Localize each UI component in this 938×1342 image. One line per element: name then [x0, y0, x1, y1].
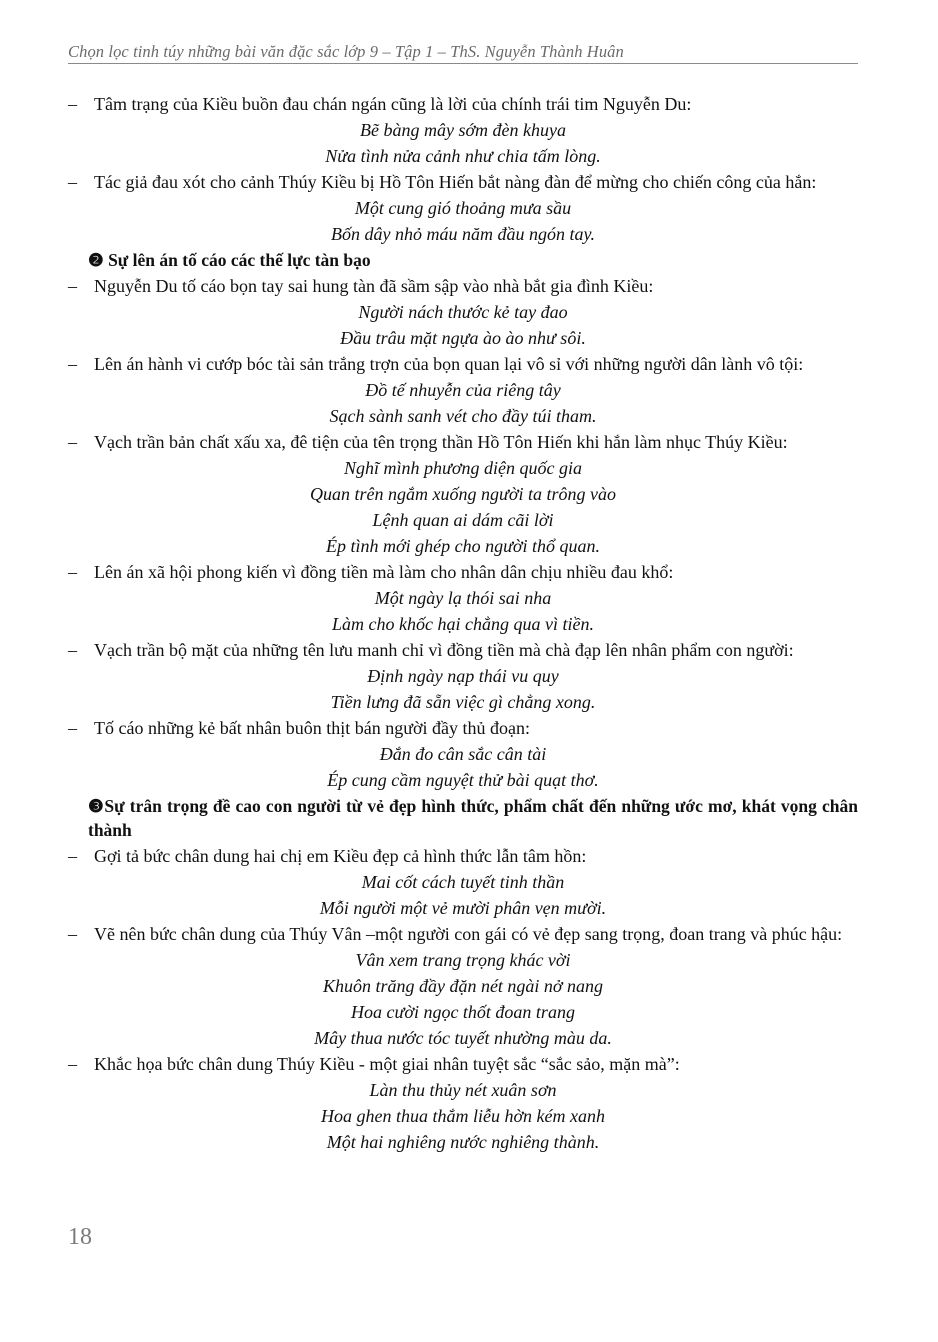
verse-line: Vân xem trang trọng khác vời: [355, 950, 571, 970]
bullet-item-text: Vẽ nên bức chân dung của Thúy Vân –một người con gái có vẻ đẹp sang trọng, đoan trang và phúc hậu:: [94, 924, 843, 944]
dash-marker: –: [68, 432, 77, 452]
document-body: [68, 91, 858, 1155]
bullet-item-text: Lên án xã hội phong kiến vì đồng tiền mà làm cho nhân dân chịu nhiều đau khổ:: [94, 562, 674, 582]
bullet-item-text: Lên án hành vi cướp bóc tài sản trắng trợn của bọn quan lại vô sỉ với những người dân lành vô tội:: [94, 354, 804, 374]
verse-line: Mỗi người một vẻ mười phân vẹn mười.: [319, 898, 607, 918]
verse-line: Khuôn trăng đầy đặn nét ngài nở nang: [322, 976, 604, 996]
dash-marker: –: [68, 354, 77, 374]
verse-line: Làn thu thủy nét xuân sơn: [369, 1080, 557, 1100]
dash-marker: –: [68, 640, 77, 660]
bullet-item-text: Vạch trần bản chất xấu xa, đê tiện của tên trọng thần Hồ Tôn Hiến khi hắn làm nhục Thúy Kiều:: [94, 432, 788, 452]
bullet-item: [68, 1051, 858, 1077]
verse-line: Làm cho khốc hại chẳng qua vì tiền.: [332, 614, 594, 634]
dash-marker: –: [68, 94, 77, 114]
running-header: Chọn lọc tinh túy những bài văn đặc sắc lớp 9 – Tập 1 – ThS. Nguyễn Thành Huân: [68, 42, 624, 61]
dash-marker: –: [68, 276, 77, 296]
bullet-item: [68, 921, 858, 947]
bullet-item: [68, 273, 858, 299]
verse-line: Nửa tình nửa cảnh như chia tấm lòng.: [325, 146, 601, 166]
verse-line: Ép cung cầm nguyệt thử bài quạt thơ.: [327, 770, 599, 790]
verse-line: Sạch sành sanh vét cho đầy túi tham.: [329, 406, 597, 426]
bullet-item-text: Gợi tả bức chân dung hai chị em Kiều đẹp cả hình thức lẫn tâm hồn:: [94, 846, 587, 866]
dash-marker: –: [68, 924, 77, 944]
verse-line: Tiền lưng đã sẵn việc gì chẳng xong.: [330, 692, 596, 712]
bullet-item-text: Khắc họa bức chân dung Thúy Kiều - một giai nhân tuyệt sắc “sắc sảo, mặn mà”:: [94, 1054, 680, 1074]
section-heading: ❸Sự trân trọng đề cao con người từ vẻ đẹp hình thức, phẩm chất đến những ước mơ, khát vọng chân thành: [88, 796, 858, 840]
verse-line: Quan trên ngắm xuống người ta trông vào: [310, 484, 616, 504]
bullet-item-text: Vạch trần bộ mặt của những tên lưu manh chỉ vì đồng tiền mà chà đạp lên nhân phẩm con người:: [94, 640, 794, 660]
verse-line: Một ngày lạ thói sai nha: [374, 588, 552, 608]
verse-line: Bẽ bàng mây sớm đèn khuya: [359, 120, 567, 140]
verse-line: Bốn dây nhỏ máu năm đầu ngón tay.: [331, 224, 595, 244]
verse-line: Đắn đo cân sắc cân tài: [379, 744, 547, 764]
bullet-item-text: Tâm trạng của Kiều buồn đau chán ngán cũng là lời của chính trái tim Nguyễn Du:: [94, 94, 692, 114]
verse-line: Ép tình mới ghép cho người thổ quan.: [325, 536, 600, 556]
page-number: 18: [68, 1224, 92, 1250]
bullet-item: [68, 637, 858, 663]
verse-line: Người nách thước kẻ tay đao: [358, 302, 568, 322]
verse-line: Đầu trâu mặt ngựa ào ào như sôi.: [340, 328, 586, 348]
bullet-item: [68, 559, 858, 585]
verse-line: Một hai nghiêng nước nghiêng thành.: [326, 1132, 600, 1152]
verse-line: Mai cốt cách tuyết tinh thần: [361, 872, 565, 892]
bullet-item: [68, 169, 858, 195]
dash-marker: –: [68, 172, 77, 192]
verse-line: Nghĩ mình phương diện quốc gia: [344, 458, 582, 478]
dash-marker: –: [68, 846, 77, 866]
verse-line: Đồ tế nhuyễn của riêng tây: [365, 380, 561, 400]
dash-marker: –: [68, 1054, 77, 1074]
bullet-item: [68, 91, 858, 117]
section-heading: ❷ Sự lên án tố cáo các thế lực tàn bạo: [88, 250, 371, 270]
verse-line: Hoa cười ngọc thốt đoan trang: [351, 1002, 575, 1022]
header-divider: [68, 63, 858, 64]
verse-line: Lệnh quan ai dám cãi lời: [372, 510, 554, 530]
bullet-item-text: Tố cáo những kẻ bất nhân buôn thịt bán người đầy thủ đoạn:: [94, 718, 530, 738]
bullet-item: [68, 429, 858, 455]
verse-line: Định ngày nạp thái vu quy: [367, 666, 559, 686]
verse-line: Một cung gió thoảng mưa sầu: [354, 198, 572, 218]
bullet-item-text: Tác giả đau xót cho cảnh Thúy Kiều bị Hồ Tôn Hiến bắt nàng đàn để mừng cho chiến công của hắn:: [94, 172, 817, 192]
dash-marker: –: [68, 562, 77, 582]
bullet-item: [68, 715, 858, 741]
bullet-item: [68, 843, 858, 869]
verse-line: Mây thua nước tóc tuyết nhường màu da.: [314, 1028, 612, 1048]
bullet-item-text: Nguyễn Du tố cáo bọn tay sai hung tàn đã sầm sập vào nhà bắt gia đình Kiều:: [94, 276, 654, 296]
bullet-item: [68, 351, 858, 377]
dash-marker: –: [68, 718, 77, 738]
verse-line: Hoa ghen thua thắm liễu hờn kém xanh: [320, 1106, 606, 1126]
